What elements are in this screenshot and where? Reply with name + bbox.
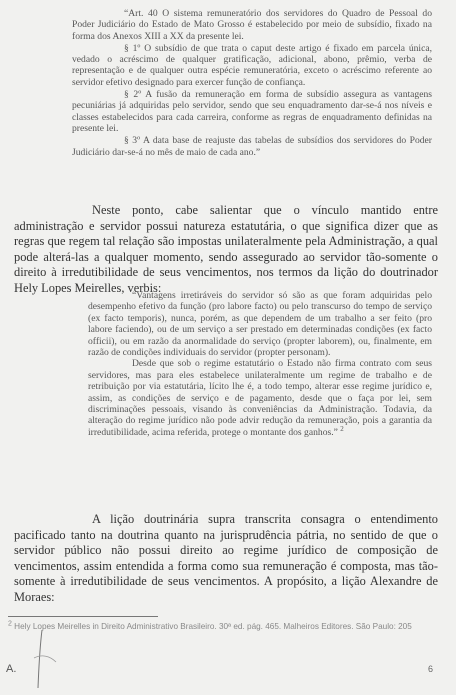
body-paragraph-2 xyxy=(14,512,438,606)
page-initials: A. xyxy=(6,663,17,675)
doctrine-quote-p1: “Vantagens irretiráveis do servidor só são as que foram adquiridas pelo desempenho efetivo da função (pro labore facto) ou pelo transcurso do tempo de serviço (ex facto temporis), nunca, porém, as que dependem de um trabalho a ser feito (pro labore faciendo), ou de um serviço a ser prestado em determinadas condições (ex facto officii), ou em razão da anormalidade do serviço (propter laborem), ou, finalmente, em razão de condições individuais do servidor (propter personam). xyxy=(88,290,432,359)
body-text-2: A lição doutrinária supra transcrita consagra o entendimento pacificado tanto na doutrina quanto na jurisprudência pátria, no sentido de que o servidor público não possui direito ao regime jurídico de composição de vencimentos, assim entendida a forma como sua remuneração é composta, mas tão-somente à irredutibilidade de seus vencimentos. A propósito, a lição Alexandre de Moraes: xyxy=(14,512,438,604)
footnote-number: 2 xyxy=(8,620,12,628)
quote-article-40: “Art. 40 O sistema remuneratório dos servidores do Quadro de Pessoal do Poder Judiciário do Estado de Mato Grosso é estabelecido por meio de subsídio, fixado na forma dos Anexos XIII a XX da presente lei. xyxy=(72,8,432,42)
doctrine-quote-p2-text: Desde que sob o regime estatutário o Estado não firma contrato com seus servidores, mas para eles estabelece unilateralmente um regime de trabalho e de retribuição por via estatutária, lícito lhe é, a todo tempo, alterar esse regime jurídico e, assim, as condições de serviço e de pagamento, desde que o faça por lei, sem discriminações pessoais, visando às conveniências da Administração. Todavia, da alteração do regime jurídico não pode advir redução da remuneração, pois a garantia da irredutibilidade, acima referida, protege o montante dos ganhos.” xyxy=(88,358,432,438)
footnote-reference[interactable]: 2 xyxy=(340,424,344,433)
page-number: 6 xyxy=(428,664,434,674)
doctrine-quote-p2 xyxy=(88,358,432,438)
footnote-divider xyxy=(8,616,158,617)
quote-paragraph-2: § 2º A fusão da remuneração em forma de subsídio assegura as vantagens pecuniárias já adquiridas pelo servidor, sendo que seu enquadramento dar-se-á nos níveis e classes estabelecidos para cada carreira, conforme as regras de enquadramento definidas na presente lei. xyxy=(72,89,432,134)
footnote xyxy=(8,622,438,633)
quote-paragraph-1: § 1º O subsídio de que trata o caput deste artigo é fixado em parcela única, vedado o acréscimo de qualquer gratificação, adicional, abono, prêmio, verba de representação e de qualquer outra espécie remuneratória, exceto o acréscimo referente ao servidor efetivo designado para exercer função de confiança. xyxy=(72,42,432,88)
signature-mark xyxy=(12,628,72,690)
quote-paragraph-3: § 3º A data base de reajuste das tabelas de subsídios dos servidores do Poder Judiciário dar-se-á no mês de maio de cada ano.” xyxy=(72,135,432,158)
law-quote xyxy=(72,8,432,159)
footnote-text: Hely Lopes Meirelles in Direito Administrativo Brasileiro. 30ª ed. pág. 465. Malheiros Editores. São Paulo: 205 xyxy=(11,622,412,631)
doctrine-quote xyxy=(88,290,432,438)
body-text-1: Neste ponto, cabe salientar que o vínculo mantido entre administração e servidor possui natureza estatutária, o que significa dizer que as regras que regem tal relação são impostas unilateralmente pela Administração, a qual pode alterá-las a qualquer momento, sendo assegurado ao servidor tão-somente o direito à irredutibilidade de seus vencimentos, nos termos da lição do doutrinador Hely Lopes Meirelles, verbis: xyxy=(14,203,438,295)
body-paragraph-1 xyxy=(14,203,438,297)
